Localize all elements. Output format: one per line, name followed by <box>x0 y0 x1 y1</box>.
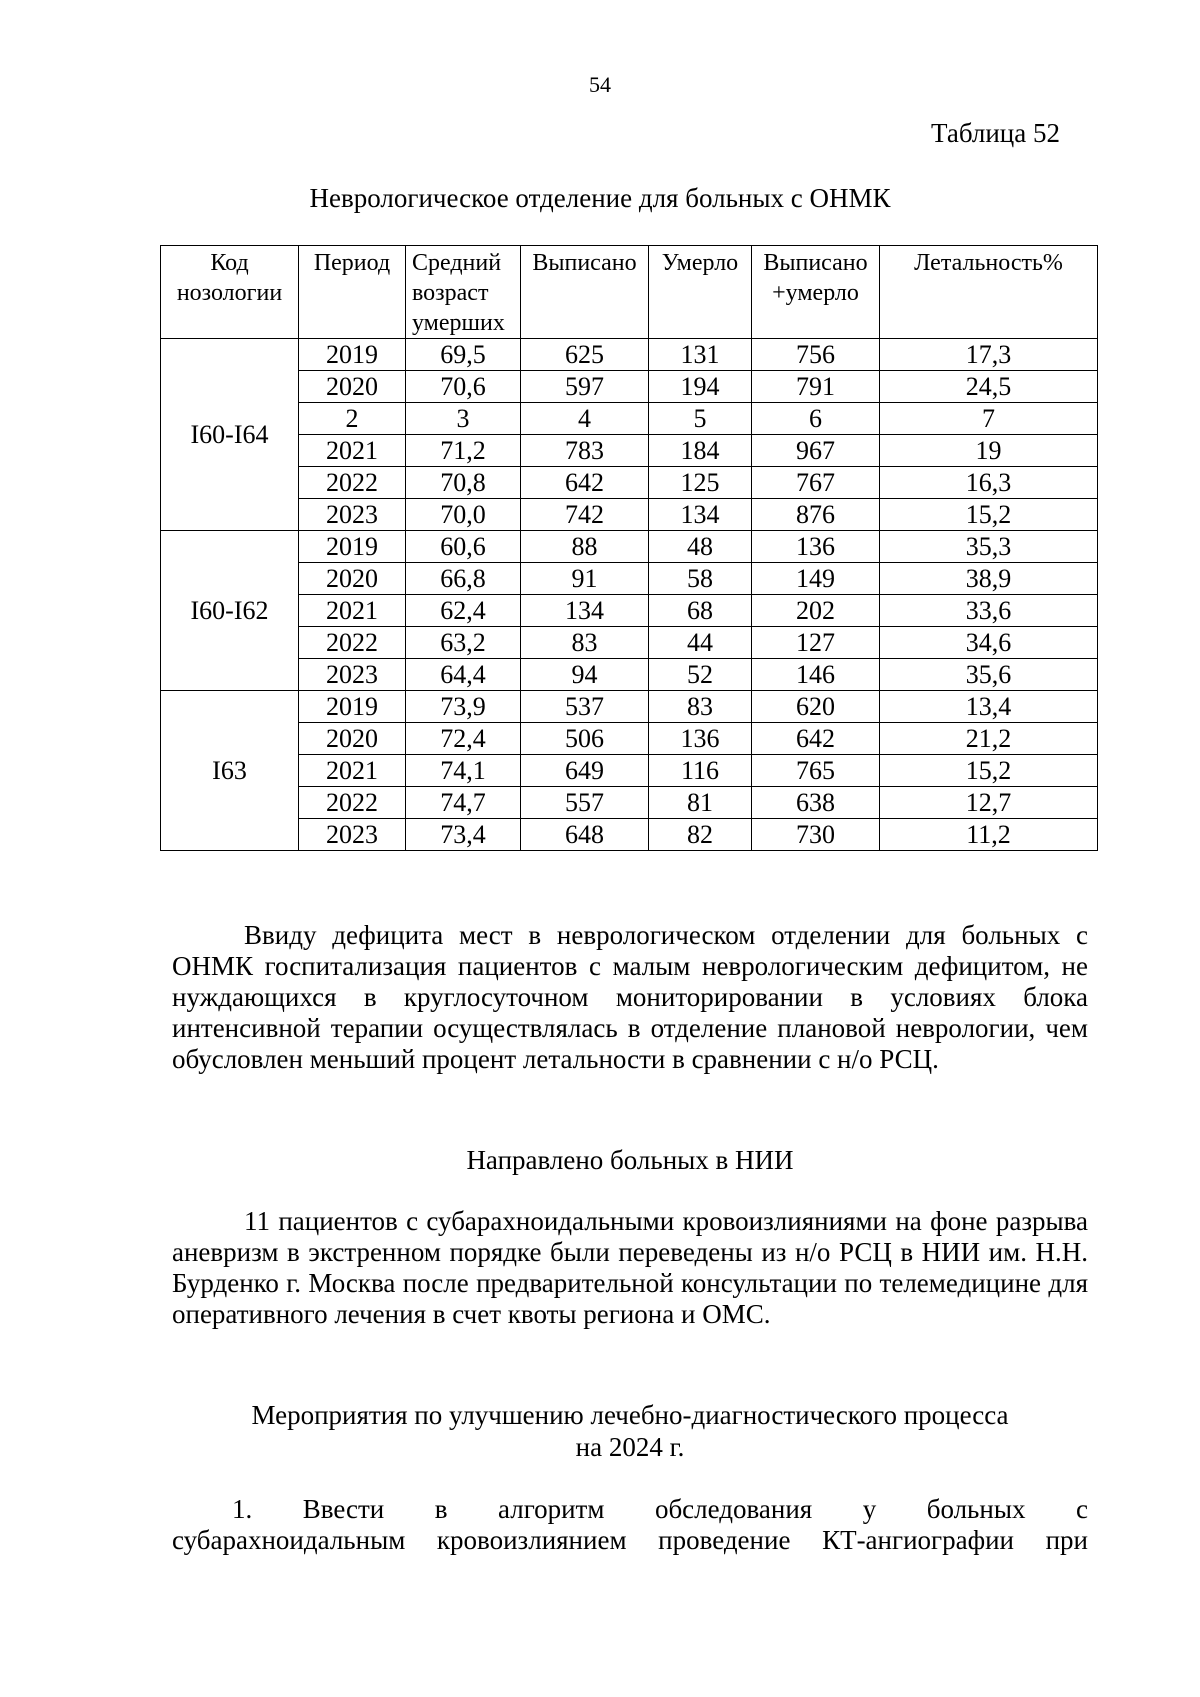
period-cell: 2021 <box>299 595 406 627</box>
table-row <box>161 627 1098 659</box>
nosology-code-cell: I60-I64 <box>161 339 299 531</box>
period-cell: 2023 <box>299 659 406 691</box>
period-cell: 2020 <box>299 723 406 755</box>
header-discharged: Выписано <box>521 246 649 339</box>
discharged-cell: 94 <box>521 659 649 691</box>
discharged-plus-died-cell: 202 <box>752 595 880 627</box>
discharged-cell: 648 <box>521 819 649 851</box>
discharged-cell: 88 <box>521 531 649 563</box>
lethality-cell: 24,5 <box>880 371 1098 403</box>
discharged-plus-died-cell: 967 <box>752 435 880 467</box>
died-cell: 83 <box>649 691 752 723</box>
table-title: Неврологическое отделение для больных с ОНМК <box>309 183 891 213</box>
died-cell: 82 <box>649 819 752 851</box>
table-row <box>161 723 1098 755</box>
died-cell: 48 <box>649 531 752 563</box>
avg-age-cell: 3 <box>406 403 521 435</box>
period-cell: 2022 <box>299 467 406 499</box>
avg-age-cell: 64,4 <box>406 659 521 691</box>
header-code: Код нозологии <box>161 246 299 339</box>
word: при <box>1045 1525 1088 1555</box>
table-row <box>161 819 1098 851</box>
table-row <box>161 435 1098 467</box>
discharged-plus-died-cell: 791 <box>752 371 880 403</box>
word: алгоритм <box>498 1494 605 1524</box>
period-cell: 2019 <box>299 691 406 723</box>
discharged-cell: 134 <box>521 595 649 627</box>
table-row <box>161 787 1098 819</box>
discharged-plus-died-cell: 730 <box>752 819 880 851</box>
header-discharged-plus-died: Выписано +умерло <box>752 246 880 339</box>
discharged-plus-died-cell: 642 <box>752 723 880 755</box>
table-header-row <box>161 246 1098 339</box>
word: обследования <box>654 1494 813 1524</box>
period-cell: 2023 <box>299 499 406 531</box>
lethality-cell: 19 <box>880 435 1098 467</box>
died-cell: 5 <box>649 403 752 435</box>
heading-sent-to-institute: Направлено больных в НИИ <box>466 1145 794 1175</box>
avg-age-cell: 69,5 <box>406 339 521 371</box>
discharged-plus-died-cell: 146 <box>752 659 880 691</box>
table-row <box>161 339 1098 371</box>
table-body <box>161 339 1098 851</box>
lethality-cell: 38,9 <box>880 563 1098 595</box>
discharged-cell: 642 <box>521 467 649 499</box>
word: с <box>1075 1494 1088 1524</box>
avg-age-cell: 74,1 <box>406 755 521 787</box>
paragraph-2-text: 11 пациентов с субарахноидальными кровоизлияниями на фоне разрыва аневризм в экстренном порядке были переведены из н/о РСЦ в НИИ им. Н.Н. Бурденко г. Москва после предварительной консультации по телемедицине для оперативного лечения в счет квоты региона и ОМС. <box>172 1206 1088 1329</box>
avg-age-cell: 71,2 <box>406 435 521 467</box>
died-cell: 81 <box>649 787 752 819</box>
table-row <box>161 531 1098 563</box>
table-row <box>161 563 1098 595</box>
died-cell: 194 <box>649 371 752 403</box>
word: субарахноидальным <box>172 1525 406 1555</box>
word: больных <box>926 1494 1026 1524</box>
word: кровоизлиянием <box>436 1525 627 1555</box>
table-row <box>161 595 1098 627</box>
avg-age-cell: 70,8 <box>406 467 521 499</box>
avg-age-cell: 73,9 <box>406 691 521 723</box>
discharged-cell: 783 <box>521 435 649 467</box>
discharged-plus-died-cell: 638 <box>752 787 880 819</box>
discharged-plus-died-cell: 620 <box>752 691 880 723</box>
word: 1. <box>232 1494 253 1524</box>
period-cell: 2019 <box>299 531 406 563</box>
heading-measures-line-1: Мероприятия по улучшению лечебно-диагностического процесса <box>251 1400 1009 1430</box>
word: в <box>434 1494 448 1524</box>
lethality-cell: 35,3 <box>880 531 1098 563</box>
avg-age-cell: 66,8 <box>406 563 521 595</box>
table-row <box>161 499 1098 531</box>
avg-age-cell: 63,2 <box>406 627 521 659</box>
header-avg-age: Средний возраст умерших <box>406 246 521 339</box>
discharged-cell: 4 <box>521 403 649 435</box>
table-label: Таблица 52 <box>931 118 1060 148</box>
period-cell: 2019 <box>299 339 406 371</box>
lethality-cell: 13,4 <box>880 691 1098 723</box>
discharged-cell: 557 <box>521 787 649 819</box>
lethality-cell: 12,7 <box>880 787 1098 819</box>
discharged-cell: 625 <box>521 339 649 371</box>
lethality-cell: 34,6 <box>880 627 1098 659</box>
lethality-cell: 21,2 <box>880 723 1098 755</box>
paragraph-1 <box>172 920 1088 1075</box>
discharged-cell: 91 <box>521 563 649 595</box>
died-cell: 58 <box>649 563 752 595</box>
discharged-plus-died-cell: 765 <box>752 755 880 787</box>
avg-age-cell: 74,7 <box>406 787 521 819</box>
table-row <box>161 371 1098 403</box>
header-died: Умерло <box>649 246 752 339</box>
nosology-code-cell: I60-I62 <box>161 531 299 691</box>
period-cell: 2021 <box>299 755 406 787</box>
discharged-cell: 742 <box>521 499 649 531</box>
avg-age-cell: 70,6 <box>406 371 521 403</box>
word: Ввести <box>302 1494 385 1524</box>
died-cell: 68 <box>649 595 752 627</box>
period-cell: 2022 <box>299 787 406 819</box>
avg-age-cell: 60,6 <box>406 531 521 563</box>
discharged-plus-died-cell: 136 <box>752 531 880 563</box>
lethality-cell: 15,2 <box>880 755 1098 787</box>
lethality-cell: 33,6 <box>880 595 1098 627</box>
header-period: Период <box>299 246 406 339</box>
word: КТ-ангиографии <box>822 1525 1014 1555</box>
table-row <box>161 403 1098 435</box>
lethality-cell: 17,3 <box>880 339 1098 371</box>
nosology-code-cell: I63 <box>161 691 299 851</box>
period-cell: 2 <box>299 403 406 435</box>
period-cell: 2022 <box>299 627 406 659</box>
word: проведение <box>658 1525 791 1555</box>
discharged-plus-died-cell: 149 <box>752 563 880 595</box>
died-cell: 44 <box>649 627 752 659</box>
lethality-cell: 7 <box>880 403 1098 435</box>
discharged-cell: 537 <box>521 691 649 723</box>
died-cell: 136 <box>649 723 752 755</box>
discharged-plus-died-cell: 876 <box>752 499 880 531</box>
lethality-cell: 16,3 <box>880 467 1098 499</box>
lethality-cell: 11,2 <box>880 819 1098 851</box>
lethality-cell: 15,2 <box>880 499 1098 531</box>
avg-age-cell: 73,4 <box>406 819 521 851</box>
list-item-1-line-1 <box>172 1494 1088 1525</box>
period-cell: 2020 <box>299 563 406 595</box>
paragraph-1-text: Ввиду дефицита мест в неврологическом отделении для больных с ОНМК госпитализация пациентов с малым неврологическим дефицитом, не нуждающихся в круглосуточном мониторировании в условиях блока интенсивной терапии осуществлялась в отделение плановой неврологии, чем обусловлен меньший процент летальности в сравнении с н/о РСЦ. <box>172 920 1088 1074</box>
died-cell: 134 <box>649 499 752 531</box>
discharged-cell: 597 <box>521 371 649 403</box>
discharged-plus-died-cell: 767 <box>752 467 880 499</box>
word: у <box>862 1494 877 1524</box>
table-row <box>161 467 1098 499</box>
header-lethality: Летальность% <box>880 246 1098 339</box>
died-cell: 125 <box>649 467 752 499</box>
table-row <box>161 755 1098 787</box>
died-cell: 52 <box>649 659 752 691</box>
discharged-plus-died-cell: 756 <box>752 339 880 371</box>
list-item-1 <box>172 1494 1088 1556</box>
list-item-1-line-2 <box>172 1525 1088 1556</box>
period-cell: 2020 <box>299 371 406 403</box>
table-row <box>161 691 1098 723</box>
avg-age-cell: 72,4 <box>406 723 521 755</box>
discharged-plus-died-cell: 127 <box>752 627 880 659</box>
discharged-plus-died-cell: 6 <box>752 403 880 435</box>
heading-measures-line-2: на 2024 г. <box>575 1432 685 1462</box>
period-cell: 2021 <box>299 435 406 467</box>
table-row <box>161 659 1098 691</box>
discharged-cell: 649 <box>521 755 649 787</box>
avg-age-cell: 70,0 <box>406 499 521 531</box>
discharged-cell: 83 <box>521 627 649 659</box>
data-table <box>160 245 1098 851</box>
died-cell: 131 <box>649 339 752 371</box>
avg-age-cell: 62,4 <box>406 595 521 627</box>
died-cell: 116 <box>649 755 752 787</box>
paragraph-2 <box>172 1206 1088 1330</box>
died-cell: 184 <box>649 435 752 467</box>
lethality-cell: 35,6 <box>880 659 1098 691</box>
discharged-cell: 506 <box>521 723 649 755</box>
page-number: 54 <box>589 72 611 97</box>
period-cell: 2023 <box>299 819 406 851</box>
